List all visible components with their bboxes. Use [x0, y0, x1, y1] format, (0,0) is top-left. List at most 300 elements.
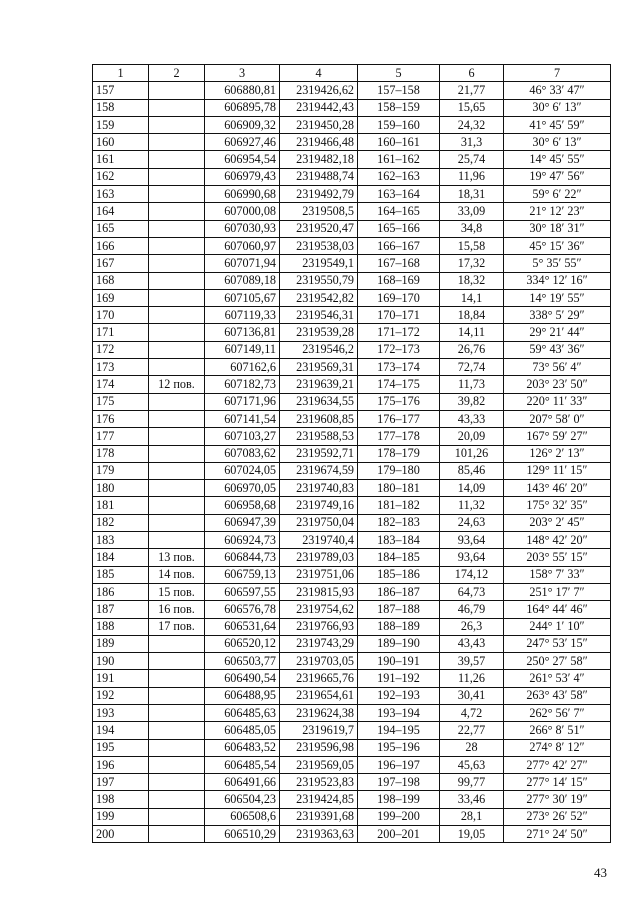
x-coordinate-cell: 607119,33 [205, 307, 280, 324]
y-coordinate-cell: 2319588,53 [280, 428, 358, 445]
segment-cell: 194–195 [358, 722, 440, 739]
point-number-cell: 184 [93, 549, 149, 566]
y-coordinate-cell: 2319523,83 [280, 774, 358, 791]
turn-label-cell [149, 514, 205, 531]
segment-cell: 157–158 [358, 82, 440, 99]
table-row [93, 445, 611, 462]
turn-label-cell [149, 82, 205, 99]
length-cell: 93,64 [440, 532, 504, 549]
turn-label-cell: 15 пов. [149, 583, 205, 600]
segment-cell: 161–162 [358, 151, 440, 168]
direction-angle-cell: 277° 30′ 19″ [504, 791, 611, 808]
y-coordinate-cell: 2319482,18 [280, 151, 358, 168]
table-row [93, 393, 611, 410]
y-coordinate-cell: 2319749,16 [280, 497, 358, 514]
table-row [93, 687, 611, 704]
point-number-cell: 172 [93, 341, 149, 358]
direction-angle-cell: 59° 6′ 22″ [504, 186, 611, 203]
y-coordinate-cell: 2319751,06 [280, 566, 358, 583]
y-coordinate-cell: 2319608,85 [280, 410, 358, 427]
segment-cell: 173–174 [358, 359, 440, 376]
table-row [93, 376, 611, 393]
turn-label-cell [149, 445, 205, 462]
point-number-cell: 165 [93, 220, 149, 237]
segment-cell: 182–183 [358, 514, 440, 531]
turn-label-cell [149, 186, 205, 203]
turn-label-cell [149, 635, 205, 652]
x-coordinate-cell: 606880,81 [205, 82, 280, 99]
y-coordinate-cell: 2319508,5 [280, 203, 358, 220]
table-row [93, 151, 611, 168]
table-row [93, 116, 611, 133]
length-cell: 21,77 [440, 82, 504, 99]
direction-angle-cell: 148° 42′ 20″ [504, 532, 611, 549]
x-coordinate-cell: 607103,27 [205, 428, 280, 445]
length-cell: 64,73 [440, 583, 504, 600]
segment-cell: 198–199 [358, 791, 440, 808]
table-row [93, 635, 611, 652]
length-cell: 18,32 [440, 272, 504, 289]
turn-label-cell [149, 307, 205, 324]
length-cell: 18,84 [440, 307, 504, 324]
direction-angle-cell: 59° 43′ 36″ [504, 341, 611, 358]
table-row [93, 359, 611, 376]
segment-cell: 189–190 [358, 635, 440, 652]
segment-cell: 187–188 [358, 601, 440, 618]
direction-angle-cell: 45° 15′ 36″ [504, 237, 611, 254]
table-row [93, 549, 611, 566]
turn-label-cell [149, 808, 205, 825]
segment-cell: 195–196 [358, 739, 440, 756]
length-cell: 30,41 [440, 687, 504, 704]
point-number-cell: 190 [93, 653, 149, 670]
direction-angle-cell: 273° 26′ 52″ [504, 808, 611, 825]
x-coordinate-cell: 606909,32 [205, 116, 280, 133]
y-coordinate-cell: 2319488,74 [280, 168, 358, 185]
point-number-cell: 179 [93, 462, 149, 479]
segment-cell: 162–163 [358, 168, 440, 185]
table-row [93, 774, 611, 791]
turn-label-cell [149, 410, 205, 427]
turn-label-cell [149, 774, 205, 791]
turn-label-cell [149, 151, 205, 168]
segment-cell: 183–184 [358, 532, 440, 549]
segment-cell: 169–170 [358, 289, 440, 306]
segment-cell: 178–179 [358, 445, 440, 462]
point-number-cell: 186 [93, 583, 149, 600]
header-cell: 6 [440, 65, 504, 82]
segment-cell: 172–173 [358, 341, 440, 358]
direction-angle-cell: 271° 24′ 50″ [504, 826, 611, 843]
y-coordinate-cell: 2319424,85 [280, 791, 358, 808]
table-row [93, 82, 611, 99]
y-coordinate-cell: 2319740,83 [280, 480, 358, 497]
length-cell: 101,26 [440, 445, 504, 462]
length-cell: 24,32 [440, 116, 504, 133]
length-cell: 72,74 [440, 359, 504, 376]
y-coordinate-cell: 2319789,03 [280, 549, 358, 566]
length-cell: 28,1 [440, 808, 504, 825]
point-number-cell: 196 [93, 756, 149, 773]
table-row [93, 307, 611, 324]
turn-label-cell [149, 462, 205, 479]
header-cell: 1 [93, 65, 149, 82]
turn-label-cell [149, 653, 205, 670]
y-coordinate-cell: 2319596,98 [280, 739, 358, 756]
length-cell: 85,46 [440, 462, 504, 479]
segment-cell: 166–167 [358, 237, 440, 254]
segment-cell: 190–191 [358, 653, 440, 670]
x-coordinate-cell: 607089,18 [205, 272, 280, 289]
x-coordinate-cell: 607141,54 [205, 410, 280, 427]
x-coordinate-cell: 606531,64 [205, 618, 280, 635]
y-coordinate-cell: 2319492,79 [280, 186, 358, 203]
length-cell: 14,11 [440, 324, 504, 341]
segment-cell: 188–189 [358, 618, 440, 635]
length-cell: 26,76 [440, 341, 504, 358]
point-number-cell: 161 [93, 151, 149, 168]
point-number-cell: 197 [93, 774, 149, 791]
point-number-cell: 200 [93, 826, 149, 843]
x-coordinate-cell: 606597,55 [205, 583, 280, 600]
y-coordinate-cell: 2319546,2 [280, 341, 358, 358]
length-cell: 19,05 [440, 826, 504, 843]
direction-angle-cell: 129° 11′ 15″ [504, 462, 611, 479]
turn-label-cell [149, 791, 205, 808]
table-body [93, 82, 611, 843]
table-row [93, 583, 611, 600]
table-row [93, 410, 611, 427]
table-row [93, 618, 611, 635]
point-number-cell: 170 [93, 307, 149, 324]
x-coordinate-cell: 606844,73 [205, 549, 280, 566]
x-coordinate-cell: 606485,54 [205, 756, 280, 773]
turn-label-cell [149, 704, 205, 721]
turn-label-cell [149, 116, 205, 133]
segment-cell: 191–192 [358, 670, 440, 687]
point-number-cell: 191 [93, 670, 149, 687]
direction-angle-cell: 30° 6′ 13″ [504, 99, 611, 116]
y-coordinate-cell: 2319703,05 [280, 653, 358, 670]
x-coordinate-cell: 606759,13 [205, 566, 280, 583]
table-row [93, 99, 611, 116]
point-number-cell: 181 [93, 497, 149, 514]
y-coordinate-cell: 2319442,43 [280, 99, 358, 116]
turn-label-cell [149, 289, 205, 306]
table-row [93, 186, 611, 203]
turn-label-cell [149, 359, 205, 376]
y-coordinate-cell: 2319674,59 [280, 462, 358, 479]
turn-label-cell [149, 687, 205, 704]
table-row [93, 514, 611, 531]
y-coordinate-cell: 2319815,93 [280, 583, 358, 600]
direction-angle-cell: 277° 42′ 27″ [504, 756, 611, 773]
turn-label-cell [149, 168, 205, 185]
x-coordinate-cell: 606485,63 [205, 704, 280, 721]
length-cell: 11,96 [440, 168, 504, 185]
segment-cell: 192–193 [358, 687, 440, 704]
header-cell: 4 [280, 65, 358, 82]
turn-label-cell [149, 324, 205, 341]
y-coordinate-cell: 2319466,48 [280, 134, 358, 151]
y-coordinate-cell: 2319619,7 [280, 722, 358, 739]
x-coordinate-cell: 606520,12 [205, 635, 280, 652]
point-number-cell: 180 [93, 480, 149, 497]
point-number-cell: 160 [93, 134, 149, 151]
length-cell: 46,79 [440, 601, 504, 618]
turn-label-cell [149, 739, 205, 756]
header-cell: 2 [149, 65, 205, 82]
page-number: 43 [594, 865, 607, 880]
length-cell: 34,8 [440, 220, 504, 237]
x-coordinate-cell: 607060,97 [205, 237, 280, 254]
turn-label-cell [149, 670, 205, 687]
direction-angle-cell: 167° 59′ 27″ [504, 428, 611, 445]
direction-angle-cell: 274° 8′ 12″ [504, 739, 611, 756]
table-row [93, 220, 611, 237]
x-coordinate-cell: 607171,96 [205, 393, 280, 410]
turn-label-cell [149, 428, 205, 445]
segment-cell: 167–168 [358, 255, 440, 272]
table-row [93, 237, 611, 254]
direction-angle-cell: 263° 43′ 58″ [504, 687, 611, 704]
table-row [93, 324, 611, 341]
direction-angle-cell: 277° 14′ 15″ [504, 774, 611, 791]
length-cell: 24,63 [440, 514, 504, 531]
segment-cell: 197–198 [358, 774, 440, 791]
table-row [93, 134, 611, 151]
point-number-cell: 166 [93, 237, 149, 254]
length-cell: 174,12 [440, 566, 504, 583]
segment-cell: 179–180 [358, 462, 440, 479]
table-row [93, 289, 611, 306]
segment-cell: 170–171 [358, 307, 440, 324]
direction-angle-cell: 250° 27′ 58″ [504, 653, 611, 670]
x-coordinate-cell: 606491,66 [205, 774, 280, 791]
turn-label-cell [149, 134, 205, 151]
y-coordinate-cell: 2319624,38 [280, 704, 358, 721]
point-number-cell: 178 [93, 445, 149, 462]
table-row [93, 756, 611, 773]
x-coordinate-cell: 607182,73 [205, 376, 280, 393]
length-cell: 39,82 [440, 393, 504, 410]
turn-label-cell [149, 480, 205, 497]
x-coordinate-cell: 606990,68 [205, 186, 280, 203]
direction-angle-cell: 29° 21′ 44″ [504, 324, 611, 341]
point-number-cell: 175 [93, 393, 149, 410]
coordinates-table [92, 64, 611, 843]
point-number-cell: 164 [93, 203, 149, 220]
turn-label-cell: 14 пов. [149, 566, 205, 583]
y-coordinate-cell: 2319665,76 [280, 670, 358, 687]
segment-cell: 174–175 [358, 376, 440, 393]
x-coordinate-cell: 607071,94 [205, 255, 280, 272]
y-coordinate-cell: 2319592,71 [280, 445, 358, 462]
x-coordinate-cell: 607024,05 [205, 462, 280, 479]
length-cell: 33,46 [440, 791, 504, 808]
segment-cell: 168–169 [358, 272, 440, 289]
length-cell: 22,77 [440, 722, 504, 739]
table-row [93, 341, 611, 358]
segment-cell: 181–182 [358, 497, 440, 514]
table-row [93, 670, 611, 687]
y-coordinate-cell: 2319550,79 [280, 272, 358, 289]
x-coordinate-cell: 606947,39 [205, 514, 280, 531]
point-number-cell: 177 [93, 428, 149, 445]
direction-angle-cell: 220° 11′ 33″ [504, 393, 611, 410]
point-number-cell: 176 [93, 410, 149, 427]
length-cell: 14,09 [440, 480, 504, 497]
point-number-cell: 183 [93, 532, 149, 549]
y-coordinate-cell: 2319569,05 [280, 756, 358, 773]
length-cell: 15,58 [440, 237, 504, 254]
table-row [93, 255, 611, 272]
point-number-cell: 162 [93, 168, 149, 185]
direction-angle-cell: 19° 47′ 56″ [504, 168, 611, 185]
length-cell: 14,1 [440, 289, 504, 306]
direction-angle-cell: 247° 53′ 15″ [504, 635, 611, 652]
x-coordinate-cell: 606508,6 [205, 808, 280, 825]
table-row [93, 601, 611, 618]
direction-angle-cell: 5° 35′ 55″ [504, 255, 611, 272]
y-coordinate-cell: 2319546,31 [280, 307, 358, 324]
table-row [93, 808, 611, 825]
y-coordinate-cell: 2319569,31 [280, 359, 358, 376]
segment-cell: 196–197 [358, 756, 440, 773]
direction-angle-cell: 203° 23′ 50″ [504, 376, 611, 393]
segment-cell: 186–187 [358, 583, 440, 600]
table-row [93, 462, 611, 479]
turn-label-cell [149, 237, 205, 254]
table-row [93, 566, 611, 583]
point-number-cell: 187 [93, 601, 149, 618]
segment-cell: 193–194 [358, 704, 440, 721]
x-coordinate-cell: 606970,05 [205, 480, 280, 497]
x-coordinate-cell: 606954,54 [205, 151, 280, 168]
header-cell: 5 [358, 65, 440, 82]
direction-angle-cell: 46° 33′ 47″ [504, 82, 611, 99]
x-coordinate-cell: 606576,78 [205, 601, 280, 618]
header-cell: 7 [504, 65, 611, 82]
y-coordinate-cell: 2319754,62 [280, 601, 358, 618]
point-number-cell: 189 [93, 635, 149, 652]
direction-angle-cell: 158° 7′ 33″ [504, 566, 611, 583]
x-coordinate-cell: 606490,54 [205, 670, 280, 687]
turn-label-cell [149, 203, 205, 220]
table-row [93, 203, 611, 220]
table-row [93, 739, 611, 756]
point-number-cell: 195 [93, 739, 149, 756]
table-row [93, 826, 611, 843]
y-coordinate-cell: 2319766,93 [280, 618, 358, 635]
x-coordinate-cell: 606895,78 [205, 99, 280, 116]
length-cell: 99,77 [440, 774, 504, 791]
x-coordinate-cell: 606488,95 [205, 687, 280, 704]
point-number-cell: 174 [93, 376, 149, 393]
segment-cell: 171–172 [358, 324, 440, 341]
direction-angle-cell: 14° 45′ 55″ [504, 151, 611, 168]
direction-angle-cell: 203° 2′ 45″ [504, 514, 611, 531]
turn-label-cell: 17 пов. [149, 618, 205, 635]
turn-label-cell [149, 341, 205, 358]
turn-label-cell [149, 756, 205, 773]
segment-cell: 176–177 [358, 410, 440, 427]
turn-label-cell [149, 220, 205, 237]
length-cell: 17,32 [440, 255, 504, 272]
length-cell: 33,09 [440, 203, 504, 220]
direction-angle-cell: 244° 1′ 10″ [504, 618, 611, 635]
length-cell: 43,33 [440, 410, 504, 427]
length-cell: 11,32 [440, 497, 504, 514]
direction-angle-cell: 30° 6′ 13″ [504, 134, 611, 151]
direction-angle-cell: 30° 18′ 31″ [504, 220, 611, 237]
x-coordinate-cell: 607030,93 [205, 220, 280, 237]
direction-angle-cell: 334° 12′ 16″ [504, 272, 611, 289]
point-number-cell: 188 [93, 618, 149, 635]
y-coordinate-cell: 2319740,4 [280, 532, 358, 549]
turn-label-cell [149, 99, 205, 116]
y-coordinate-cell: 2319542,82 [280, 289, 358, 306]
direction-angle-cell: 338° 5′ 29″ [504, 307, 611, 324]
x-coordinate-cell: 607000,08 [205, 203, 280, 220]
x-coordinate-cell: 607105,67 [205, 289, 280, 306]
direction-angle-cell: 262° 56′ 7″ [504, 704, 611, 721]
table-row [93, 497, 611, 514]
table-row [93, 428, 611, 445]
y-coordinate-cell: 2319549,1 [280, 255, 358, 272]
table-row [93, 791, 611, 808]
direction-angle-cell: 14° 19′ 55″ [504, 289, 611, 306]
direction-angle-cell: 41° 45′ 59″ [504, 116, 611, 133]
x-coordinate-cell: 607083,62 [205, 445, 280, 462]
y-coordinate-cell: 2319743,29 [280, 635, 358, 652]
length-cell: 93,64 [440, 549, 504, 566]
x-coordinate-cell: 606503,77 [205, 653, 280, 670]
segment-cell: 175–176 [358, 393, 440, 410]
segment-cell: 177–178 [358, 428, 440, 445]
table-row [93, 480, 611, 497]
segment-cell: 158–159 [358, 99, 440, 116]
x-coordinate-cell: 606504,23 [205, 791, 280, 808]
x-coordinate-cell: 606510,29 [205, 826, 280, 843]
length-cell: 28 [440, 739, 504, 756]
y-coordinate-cell: 2319450,28 [280, 116, 358, 133]
direction-angle-cell: 21° 12′ 23″ [504, 203, 611, 220]
y-coordinate-cell: 2319654,61 [280, 687, 358, 704]
length-cell: 39,57 [440, 653, 504, 670]
direction-angle-cell: 207° 58′ 0″ [504, 410, 611, 427]
turn-label-cell [149, 393, 205, 410]
segment-cell: 163–164 [358, 186, 440, 203]
x-coordinate-cell: 606483,52 [205, 739, 280, 756]
length-cell: 20,09 [440, 428, 504, 445]
table-row [93, 168, 611, 185]
segment-cell: 185–186 [358, 566, 440, 583]
segment-cell: 184–185 [358, 549, 440, 566]
table-row [93, 722, 611, 739]
length-cell: 11,73 [440, 376, 504, 393]
table-row [93, 704, 611, 721]
direction-angle-cell: 126° 2′ 13″ [504, 445, 611, 462]
turn-label-cell [149, 722, 205, 739]
y-coordinate-cell: 2319391,68 [280, 808, 358, 825]
segment-cell: 180–181 [358, 480, 440, 497]
x-coordinate-cell: 606927,46 [205, 134, 280, 151]
segment-cell: 200–201 [358, 826, 440, 843]
x-coordinate-cell: 607136,81 [205, 324, 280, 341]
header-cell: 3 [205, 65, 280, 82]
table-row [93, 653, 611, 670]
